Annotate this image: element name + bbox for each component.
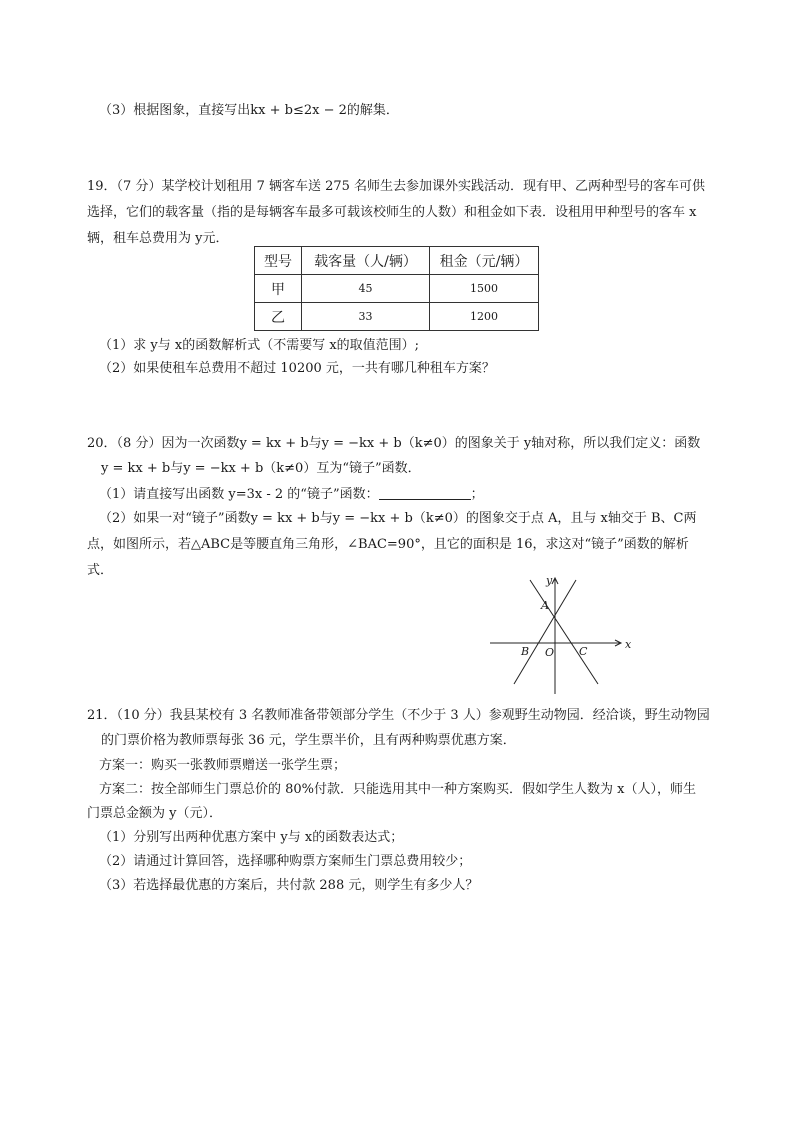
line-y-kx-b [514, 580, 576, 684]
q20-part2-line2: 点，如图所示，若△ABC是等腰直角三角形，∠BAC=90°，且它的面积是 16，求这对“镜子”函数的解析 [87, 537, 689, 552]
table-row [255, 275, 539, 303]
table-cell: 1500 [430, 275, 539, 303]
table-header-cell: 型号 [255, 247, 302, 275]
q21-plan2-line1: 方案二：按全部师生门票总价的 80%付款．只能选用其中一种方案购买．假如学生人数为 x（人），师生 [99, 782, 696, 797]
q21-part3: （3）若选择最优惠的方案后，共付款 288 元，则学生有多少人？ [99, 878, 479, 893]
q20-part1 [99, 485, 484, 505]
origin-label: O [545, 646, 555, 659]
q21-part2: （2）请通过计算回答，选择哪种购票方案师生门票总费用较少； [99, 854, 472, 869]
q21-plan2-line2: 门票总金额为 y（元）． [87, 806, 222, 821]
table-header-cell: 载客量（人/辆） [302, 247, 430, 275]
q21-part1: （1）分别写出两种优惠方案中 y与 x的函数表达式； [99, 830, 404, 845]
table-cell: 1200 [430, 303, 539, 331]
q21-plan1: 方案一：购买一张教师票赠送一张学生票； [99, 758, 347, 773]
q20-part2-line1: （2）如果一对“镜子”函数y = kx + b与y = −kx + b（k≠0）的图象交于点 A，且与 x轴交于 B、C两 [99, 511, 697, 526]
q20-part2-line3: 式． [87, 563, 114, 578]
q20-stem-line2: y = kx + b与y = −kx + b（k≠0）互为“镜子”函数． [101, 461, 421, 476]
q19-rental-table [254, 246, 539, 331]
q21-stem-line2: 的门票价格为教师票每张 36 元，学生票半价，且有两种购票优惠方案． [101, 733, 516, 748]
point-c-label: C [579, 645, 588, 658]
q18-part3: （3）根据图象，直接写出kx + b≤2x − 2的解集． [99, 103, 399, 118]
q19-stem-line2: 选择，它们的载客量（指的是每辆客车最多可载该校师生的人数）和租金如下表．设租用甲种型号的客车 x [87, 205, 697, 220]
table-cell: 33 [302, 303, 430, 331]
line-y-neg-kx-b [530, 580, 598, 684]
q21-stem-line1: 21．（10 分）我县某校有 3 名教师准备带领部分学生（不少于 3 人）参观野生动物园．经洽谈，野生动物园 [87, 708, 710, 723]
q19-stem-line1: 19．（7 分）某学校计划租用 7 辆客车送 275 名师生去参加课外实践活动．现有甲、乙两种型号的客车可供 [87, 179, 706, 194]
x-axis-label: x [625, 638, 632, 651]
point-a-label: A [541, 599, 549, 612]
answer-blank[interactable] [379, 485, 471, 500]
point-b-label: B [521, 645, 530, 658]
y-axis-label: y [546, 574, 553, 587]
table-header-row [255, 247, 539, 275]
q20-part1-suffix: ； [470, 487, 484, 502]
table-cell: 乙 [255, 303, 302, 331]
q19-part2: （2）如果使租车总费用不超过 10200 元，一共有哪几种租车方案？ [99, 361, 495, 376]
table-header-cell: 租金（元/辆） [430, 247, 539, 275]
table-row [255, 303, 539, 331]
q20-stem-line1: 20．（8 分）因为一次函数y = kx + b与y = −kx + b（k≠0）的图象关于 y轴对称，所以我们定义：函数 [87, 436, 701, 451]
q20-part1-prompt: （1）请直接写出函数 y=3x - 2 的“镜子”函数： [99, 487, 379, 502]
table-cell: 甲 [255, 275, 302, 303]
q19-part1: （1）求 y与 x的函数解析式（不需要写 x的取值范围）; [99, 338, 420, 353]
q19-stem-line3: 辆，租车总费用为 y元． [87, 231, 229, 246]
q20-mirror-function-graph [486, 570, 646, 696]
table-cell: 45 [302, 275, 430, 303]
